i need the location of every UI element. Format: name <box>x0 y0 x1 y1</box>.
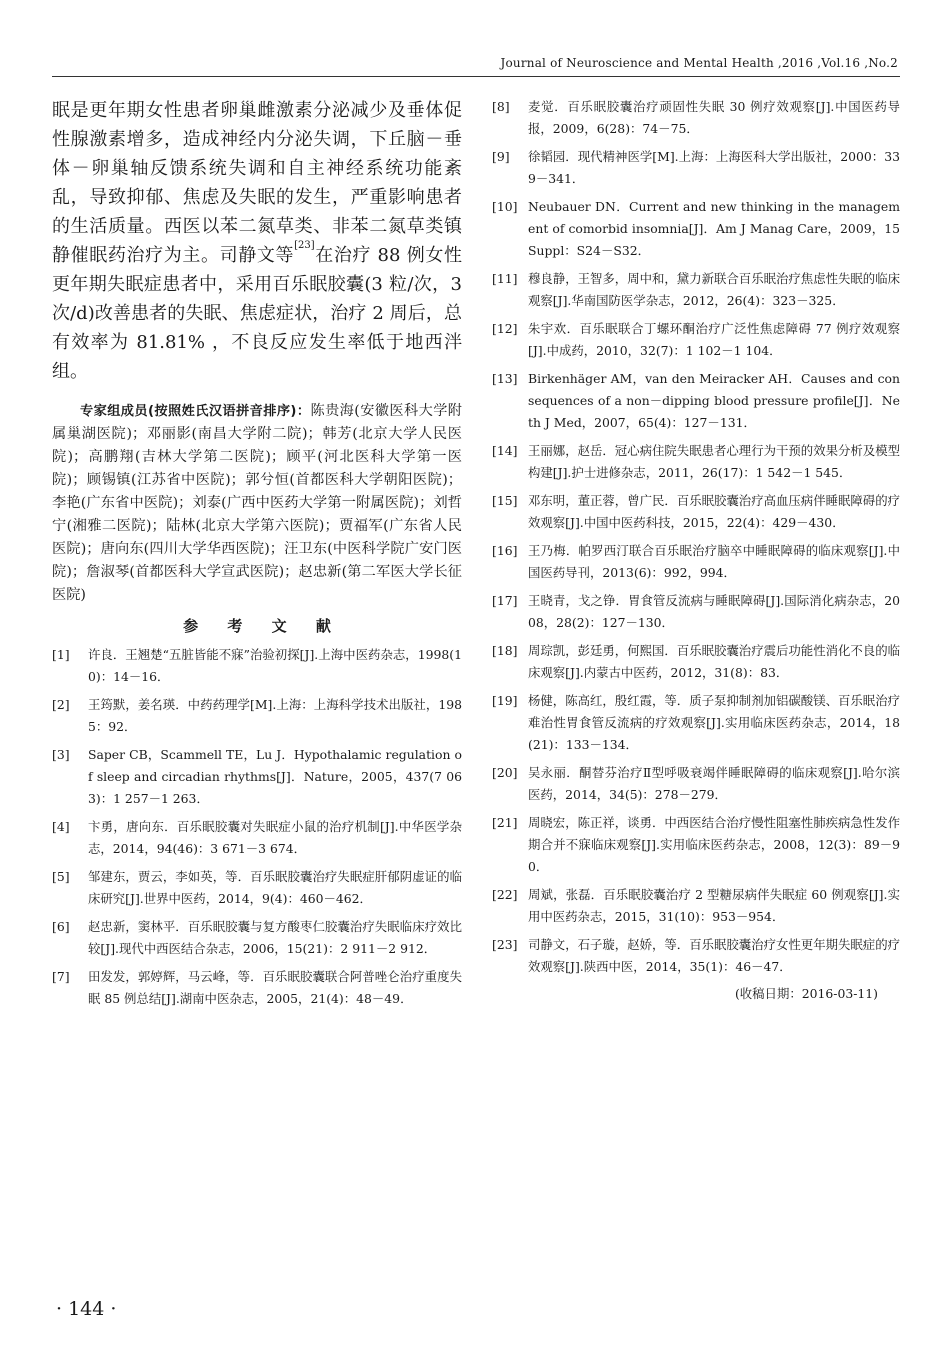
reference-text: 穆良静，王智多，周中和，黛力新联合百乐眠治疗焦虑性失眠的临床观察[J].华南国防医学杂志，2012，26(4)：323－325． <box>528 271 900 308</box>
header-rule <box>52 76 900 77</box>
reference-item <box>492 196 900 262</box>
reference-number: [12] <box>492 321 518 336</box>
citation-superscript: [23] <box>294 240 315 251</box>
reference-text: 杨健，陈高红，殷红霞，等．质子泵抑制剂加铝碳酸镁、百乐眠治疗难治性胃食管反流病的疗效观察[J].实用临床医药杂志，2014，18(21)：133－134． <box>528 693 900 752</box>
reference-number: [22] <box>492 887 518 902</box>
reference-item <box>492 318 900 362</box>
reference-text: 王晓青，戈之铮．胃食管反流病与睡眠障碍[J].国际消化病杂志，2008，28(2)：127－130． <box>528 593 900 630</box>
left-column <box>52 96 462 1016</box>
reference-text: 许良．王翘楚“五脏皆能不寐”治验初探[J].上海中医药杂志，1998(10)：14－16． <box>88 647 462 684</box>
right-column <box>492 96 900 1002</box>
reference-item <box>492 884 900 928</box>
reference-item <box>52 966 462 1010</box>
expert-group-label: 专家组成员(按照姓氏汉语拼音排序)： <box>80 404 311 419</box>
reference-text: 王丽娜，赵岳．冠心病住院失眠患者心理行为干预的效果分析及模型构建[J].护士进修杂志，2011，26(17)：1 542－1 545． <box>528 443 900 480</box>
reference-text: 朱宇欢．百乐眠联合丁螺环酮治疗广泛性焦虑障碍 77 例疗效观察[J].中成药，2010，32(7)：1 102－1 104． <box>528 321 900 358</box>
reference-number: [15] <box>492 493 518 508</box>
expert-group <box>52 400 462 607</box>
body-text-part2: 在治疗 88 例女性更年期失眠症患者中，采用百乐眠胶囊(3 粒/次，3 次/d)改善患者的失眠、焦虑症状，治疗 2 周后，总有效率为 81.81% ，不良反应发生率低于地西泮组。 <box>52 245 462 382</box>
reference-number: [5] <box>52 869 70 884</box>
reference-number: [19] <box>492 693 518 708</box>
reference-number: [8] <box>492 99 510 114</box>
reference-item <box>492 934 900 978</box>
reference-text: 邹建东，贾云，李如英，等．百乐眠胶囊治疗失眠症肝郁阴虚证的临床研究[J].世界中医药，2014，9(4)：460－462． <box>88 869 462 906</box>
reference-text: Neubauer DN．Current and new thinking in the management of comorbid insomnia[J]．Am J Manag Care，2009，15 Suppl：S24－S32． <box>528 199 900 258</box>
reference-text: Birkenhäger AM，van den Meiracker AH．Causes and consequences of a non－dipping blood pressure profile[J]．Neth J Med，2007，65(4)：127－131． <box>528 371 900 430</box>
reference-text: Saper CB，Scammell TE，Lu J．Hypothalamic regulation of sleep and circadian rhythms[J]．Nature，2005，437(7 063)：1 257－1 263． <box>88 747 462 806</box>
references-heading: 参 考 文 献 <box>183 617 343 635</box>
reference-item <box>52 916 462 960</box>
reference-item <box>492 762 900 806</box>
reference-number: [10] <box>492 199 518 214</box>
reference-list-right <box>492 96 900 978</box>
reference-number: [3] <box>52 747 70 762</box>
reference-item <box>492 640 900 684</box>
reference-number: [1] <box>52 647 70 662</box>
reference-text: 邓东明，董正蓉，曾广民．百乐眠胶囊治疗高血压病伴睡眠障碍的疗效观察[J].中国中医药科技，2015，22(4)：429－430． <box>528 493 900 530</box>
reference-number: [9] <box>492 149 510 164</box>
reference-text: 徐韬园．现代精神医学[M].上海：上海医科大学出版社，2000：339－341． <box>528 149 900 186</box>
reference-text: 田发发，郭婷辉，马云峰，等．百乐眠胶囊联合阿普唑仑治疗重度失眠 85 例总结[J].湖南中医杂志，2005，21(4)：48－49． <box>88 969 462 1006</box>
reference-number: [14] <box>492 443 518 458</box>
reference-item <box>492 490 900 534</box>
reference-number: [7] <box>52 969 70 984</box>
reference-item <box>492 540 900 584</box>
reference-number: [4] <box>52 819 70 834</box>
reference-text: 周斌，张磊．百乐眠胶囊治疗 2 型糖尿病伴失眠症 60 例观察[J].实用中医药杂志，2015，31(10)：953－954． <box>528 887 900 924</box>
reference-text: 王乃梅．帕罗西汀联合百乐眠治疗脑卒中睡眠障碍的临床观察[J].中国医药导刊，2013(6)：992，994． <box>528 543 900 580</box>
reference-text: 司静文，石子璇，赵娇，等．百乐眠胶囊治疗女性更年期失眠症的疗效观察[J].陕西中医，2014，35(1)：46－47． <box>528 937 900 974</box>
reference-text: 吴永丽．酮替芬治疗Ⅱ型呼吸衰竭伴睡眠障碍的临床观察[J].哈尔滨医药，2014，34(5)：278－279． <box>528 765 900 802</box>
reference-item <box>52 694 462 738</box>
reference-number: [2] <box>52 697 70 712</box>
reference-list-left <box>52 644 462 1010</box>
reference-number: [16] <box>492 543 518 558</box>
reference-item <box>492 96 900 140</box>
reference-number: [18] <box>492 643 518 658</box>
reference-text: 卞勇，唐向东．百乐眠胶囊对失眠症小鼠的治疗机制[J].中华医学杂志，2014，94(46)：3 671－3 674． <box>88 819 462 856</box>
expert-group-list: 陈贵海(安徽医科大学附属巢湖医院)；邓丽影(南昌大学附二院)；韩芳(北京大学人民医院)；高鹏翔(吉林大学第二医院)；顾平(河北医科大学第一医院)；顾锡镇(江苏省中医院)；郭兮恒(首都医科大学朝阳医院)；李艳(广东省中医院)；刘泰(广西中医药大学第一附属医院)；刘哲宁(湘雅二医院)；陆林(北京大学第六医院)；贾福军(广东省人民医院)；唐向东(四川大学华西医院)；汪卫东(中医科学院广安门医院)；詹淑琴(首都医科大学宣武医院)；赵忠新(第二军医大学长征医院) <box>52 403 462 603</box>
reference-item <box>492 368 900 434</box>
reference-item <box>52 644 462 688</box>
reference-item <box>492 590 900 634</box>
reference-number: [6] <box>52 919 70 934</box>
received-date: (收稿日期：2016-03-11) <box>734 986 878 1001</box>
page-number: · 144 · <box>56 1298 117 1320</box>
body-paragraph <box>52 96 462 386</box>
reference-item <box>492 812 900 878</box>
reference-number: [11] <box>492 271 518 286</box>
reference-text: 赵忠新，窦林平．百乐眠胶囊与复方酸枣仁胶囊治疗失眠临床疗效比较[J].现代中西医结合杂志，2006，15(21)：2 911－2 912． <box>88 919 462 956</box>
reference-number: [20] <box>492 765 518 780</box>
reference-item <box>492 440 900 484</box>
reference-text: 周晓宏，陈正祥，谈勇．中西医结合治疗慢性阻塞性肺疾病急性发作期合并不寐临床观察[J].实用临床医药杂志，2008，12(3)：89－90． <box>528 815 900 874</box>
reference-item <box>52 744 462 810</box>
reference-item <box>492 690 900 756</box>
reference-text: 麦觉．百乐眠胶囊治疗顽固性失眠 30 例疗效观察[J].中国医药导报，2009，6(28)：74－75． <box>528 99 900 136</box>
body-text-part1: 眠是更年期女性患者卵巢雌激素分泌减少及垂体促性腺激素增多，造成神经内分泌失调，下丘脑－垂体－卵巢轴反馈系统失调和自主神经系统功能紊乱，导致抑郁、焦虑及失眠的发生，严重影响患者的生活质量。西医以苯二氮草类、非苯二氮草类镇静催眠药治疗为主。司静文等 <box>52 100 462 266</box>
running-header: Journal of Neuroscience and Mental Health ,2016 ,Vol.16 ,No.2 <box>500 56 898 70</box>
reference-text: 周琮凯，彭廷勇，何熙国．百乐眠胶囊治疗震后功能性消化不良的临床观察[J].内蒙古中医药，2012，31(8)：83． <box>528 643 900 680</box>
reference-number: [17] <box>492 593 518 608</box>
reference-item <box>492 268 900 312</box>
reference-item <box>52 816 462 860</box>
reference-number: [21] <box>492 815 518 830</box>
reference-number: [13] <box>492 371 518 386</box>
reference-item <box>52 866 462 910</box>
reference-text: 王筠默，姜名瑛．中药药理学[M].上海：上海科学技术出版社，1985：92． <box>88 697 462 734</box>
reference-item <box>492 146 900 190</box>
reference-number: [23] <box>492 937 518 952</box>
